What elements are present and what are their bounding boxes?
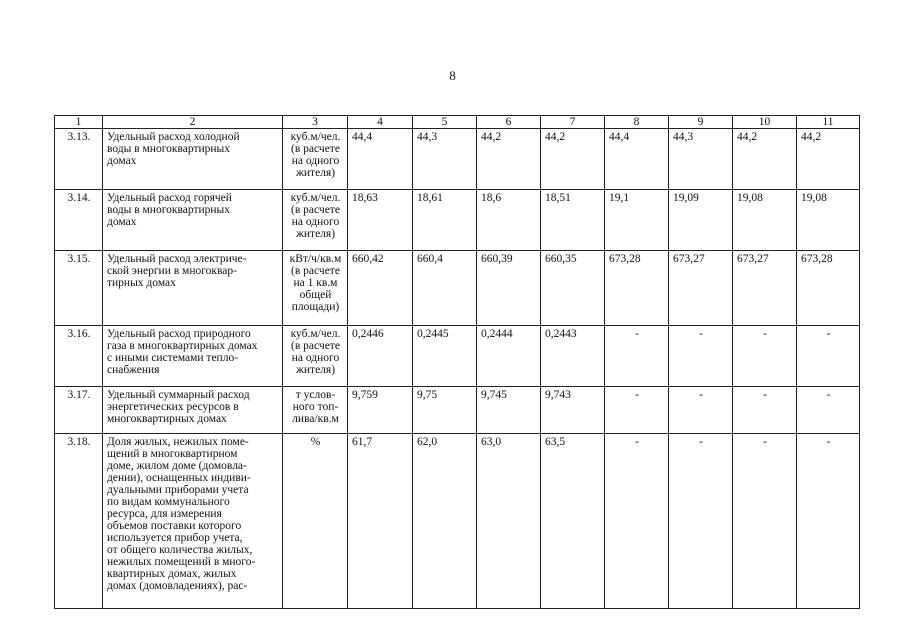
value-cell-col-9: - (669, 387, 733, 434)
value-cell-col-7: 63,5 (541, 434, 605, 609)
value-cell-col-5: 9,75 (413, 387, 477, 434)
unit-of-measure (283, 326, 348, 387)
value-cell-col-10: - (733, 434, 797, 609)
header-row (55, 116, 860, 129)
indicator-name-line: дении), оснащенных индиви- (107, 472, 251, 484)
indicator-name (103, 434, 283, 609)
value-cell-col-4: 61,7 (348, 434, 413, 609)
value-cell-col-9: - (669, 434, 733, 609)
value-cell-col-8: - (605, 434, 669, 609)
value-cell-col-10: 673,27 (733, 251, 797, 326)
value-cell-col-5: 0,2445 (413, 326, 477, 387)
indicator-name-line: от общего количества жилых, (107, 544, 253, 556)
unit-line: куб.м/чел. (290, 328, 341, 340)
unit-line: площади) (291, 301, 340, 313)
indicator-name-line: с иными системами тепло- (107, 352, 239, 364)
unit-line: (в расчете (291, 143, 340, 155)
value-cell-col-10: 19,08 (733, 190, 797, 251)
value-cell-col-11: - (797, 326, 860, 387)
value-cell-col-10: - (733, 326, 797, 387)
value-cell-col-7: 44,2 (541, 129, 605, 190)
value-cell-col-5: 660,4 (413, 251, 477, 326)
value-cell-col-8: 673,28 (605, 251, 669, 326)
indicator-name-line: снабжения (107, 364, 160, 376)
value-cell-col-9: 19,09 (669, 190, 733, 251)
value-cell-col-4: 44,4 (348, 129, 413, 190)
unit-line: на одного (291, 352, 340, 364)
column-header-1: 1 (55, 116, 103, 129)
indicator-name-line: многоквартирных домах (107, 413, 227, 425)
unit-line: жителя) (295, 364, 336, 376)
unit-line: на 1 кв.м (293, 277, 338, 289)
unit-line: на одного (291, 155, 340, 167)
indicator-name-line: по видам коммунального (107, 496, 230, 508)
row-number: 3.13. (55, 129, 103, 190)
row-number: 3.14. (55, 190, 103, 251)
value-cell-col-8: 44,4 (605, 129, 669, 190)
value-cell-col-6: 9,745 (477, 387, 541, 434)
indicator-name (103, 387, 283, 434)
value-cell-col-8: - (605, 326, 669, 387)
unit-line: жителя) (295, 228, 336, 240)
column-header-4: 4 (348, 116, 413, 129)
value-cell-col-11: - (797, 434, 860, 609)
column-header-8: 8 (605, 116, 669, 129)
indicator-name-line: ской энергии в многоквар- (107, 265, 237, 277)
table-row (55, 434, 860, 609)
indicator-name-line: домах (домовладениях), рас- (107, 580, 248, 592)
indicator-name-line: нежилых помещений в много- (107, 556, 256, 568)
indicator-name-line: доме, жилом доме (домовла- (107, 460, 247, 472)
indicator-name-line: газа в многоквартирных домах (107, 340, 258, 352)
value-cell-col-4: 18,63 (348, 190, 413, 251)
page-number: 8 (449, 68, 456, 83)
value-cell-col-10: 44,2 (733, 129, 797, 190)
indicator-name-line: домах (107, 155, 137, 167)
unit-line: ного топ- (292, 401, 339, 413)
unit-of-measure (283, 190, 348, 251)
unit-line: (в расчете (291, 204, 340, 216)
column-header-9: 9 (669, 116, 733, 129)
row-number: 3.16. (55, 326, 103, 387)
unit-line: т услов- (295, 389, 336, 401)
value-cell-col-4: 0,2446 (348, 326, 413, 387)
value-cell-col-5: 18,61 (413, 190, 477, 251)
table-row (55, 251, 860, 326)
unit-of-measure (283, 129, 348, 190)
value-cell-col-7: 18,51 (541, 190, 605, 251)
indicator-name-line: щений в многоквартирном (107, 448, 238, 460)
value-cell-col-4: 9,759 (348, 387, 413, 434)
indicator-name-line: Удельный расход природного (107, 328, 251, 340)
value-cell-col-11: 19,08 (797, 190, 860, 251)
value-cell-col-7: 9,743 (541, 387, 605, 434)
indicator-name-line: Доля жилых, нежилых поме- (107, 436, 249, 448)
column-header-5: 5 (413, 116, 477, 129)
column-header-6: 6 (477, 116, 541, 129)
indicator-name-line: воды в многоквартирных (107, 143, 231, 155)
value-cell-col-4: 660,42 (348, 251, 413, 326)
indicator-name-line: Удельный расход холодной (107, 131, 240, 143)
indicator-name-line: объемов поставки которого (107, 520, 242, 532)
value-cell-col-6: 660,39 (477, 251, 541, 326)
indicator-name (103, 326, 283, 387)
value-cell-col-8: - (605, 387, 669, 434)
value-cell-col-6: 44,2 (477, 129, 541, 190)
unit-line: (в расчете (291, 265, 340, 277)
value-cell-col-6: 18,6 (477, 190, 541, 251)
column-header-2: 2 (103, 116, 283, 129)
row-number: 3.18. (55, 434, 103, 609)
value-cell-col-7: 660,35 (541, 251, 605, 326)
indicator-name-line: домах (107, 216, 137, 228)
unit-line: общей (299, 289, 332, 301)
value-cell-col-9: - (669, 326, 733, 387)
value-cell-col-6: 63,0 (477, 434, 541, 609)
value-cell-col-10: - (733, 387, 797, 434)
indicator-name (103, 190, 283, 251)
unit-line: кВт/ч/кв.м (289, 253, 342, 265)
indicator-name-line: квартирных домах, жилых (107, 568, 237, 580)
indicator-name-line: Удельный расход электриче- (107, 253, 247, 265)
indicator-table (54, 115, 860, 609)
unit-line: лива/кв.м (292, 413, 339, 425)
row-number: 3.17. (55, 387, 103, 434)
value-cell-col-11: - (797, 387, 860, 434)
indicator-name-line: дуальными приборами учета (107, 484, 249, 496)
table-row (55, 326, 860, 387)
value-cell-col-11: 44,2 (797, 129, 860, 190)
unit-line: % (310, 436, 321, 448)
unit-line: куб.м/чел. (290, 131, 341, 143)
indicator-name-line: воды в многоквартирных (107, 204, 231, 216)
unit-line: куб.м/чел. (290, 192, 341, 204)
unit-of-measure (283, 251, 348, 326)
unit-line: жителя) (295, 167, 336, 179)
value-cell-col-11: 673,28 (797, 251, 860, 326)
row-number: 3.15. (55, 251, 103, 326)
indicator-name-line: используется прибор учета, (107, 532, 243, 544)
column-header-11: 11 (797, 116, 860, 129)
table-row (55, 387, 860, 434)
value-cell-col-9: 673,27 (669, 251, 733, 326)
table-body (55, 129, 860, 609)
unit-line: (в расчете (291, 340, 340, 352)
indicator-name-line: ресурса, для измерения (107, 508, 222, 520)
indicator-name (103, 251, 283, 326)
value-cell-col-5: 62,0 (413, 434, 477, 609)
column-header-3: 3 (283, 116, 348, 129)
indicator-name-line: Удельный суммарный расход (107, 389, 250, 401)
unit-of-measure (283, 434, 348, 609)
value-cell-col-6: 0,2444 (477, 326, 541, 387)
indicator-name-line: тирных домах (107, 277, 176, 289)
value-cell-col-9: 44,3 (669, 129, 733, 190)
unit-line: на одного (291, 216, 340, 228)
value-cell-col-8: 19,1 (605, 190, 669, 251)
indicator-name-line: Удельный расход горячей (107, 192, 232, 204)
column-header-7: 7 (541, 116, 605, 129)
table-row (55, 190, 860, 251)
column-header-10: 10 (733, 116, 797, 129)
value-cell-col-5: 44,3 (413, 129, 477, 190)
indicator-name-line: энергетических ресурсов в (107, 401, 239, 413)
value-cell-col-7: 0,2443 (541, 326, 605, 387)
table-row (55, 129, 860, 190)
unit-of-measure (283, 387, 348, 434)
indicator-name (103, 129, 283, 190)
